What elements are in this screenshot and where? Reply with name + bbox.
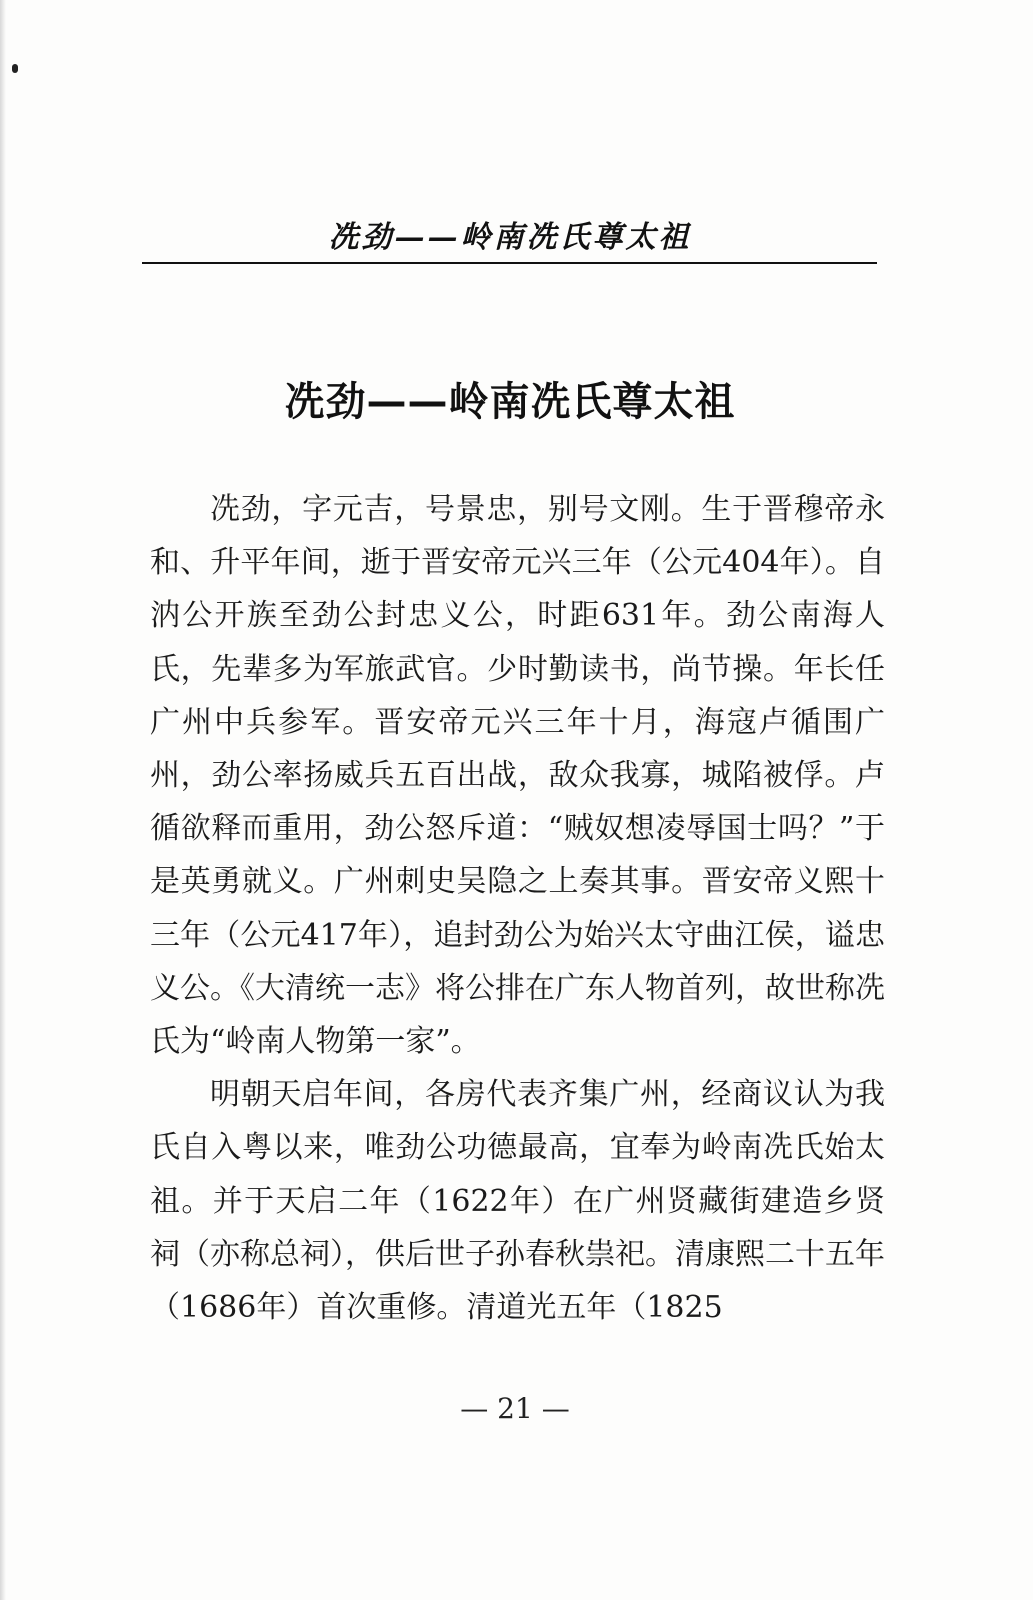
paragraph-2: 明朝天启年间，各房代表齐集广州，经商议认为我氏自入粤以来，唯劲公功德最高，宜奉为岭南冼氏始太祖。并于天启二年（1622年）在广州贤藏街建造乡贤祠（亦称总祠），供后世子孙春秋祟祀。清康熙二十五年（1686年）首次重修。清道光五年（1825 bbox=[150, 1077, 885, 1326]
header-rule bbox=[142, 262, 877, 264]
paragraph-1: 冼劲，字元吉，号景忠，别号文刚。生于晋穆帝永和、升平年间，逝于晋安帝元兴三年（公元404年）。自汭公开族至劲公封忠义公，时距631年。劲公南海人氏，先辈多为军旅武官。少时勤读书，尚节操。年长任广州中兵参军。晋安帝元兴三年十月，海寇卢循围广州，劲公率扬威兵五百出战，敌众我寡，城陷被俘。卢循欲释而重用，劲公怒斥道：“贼奴想凌辱国士吗？”于是英勇就义。广州刺史吴隐之上奏其事。晋安帝义熙十三年（公元417年），追封劲公为始兴太守曲江侯，谥忠义公。《大清统一志》将公排在广东人物首列，故世称冼氏为“岭南人物第一家”。 bbox=[150, 492, 885, 1060]
body-text bbox=[150, 483, 885, 1334]
page-edge-shadow bbox=[0, 0, 6, 1600]
running-header: 冼劲——岭南冼氏尊太祖 bbox=[328, 220, 692, 255]
page-number: — 21 — bbox=[460, 1392, 570, 1425]
chapter-title: 冼劲——岭南冼氏尊太祖 bbox=[284, 379, 736, 425]
ink-speck bbox=[12, 64, 18, 73]
